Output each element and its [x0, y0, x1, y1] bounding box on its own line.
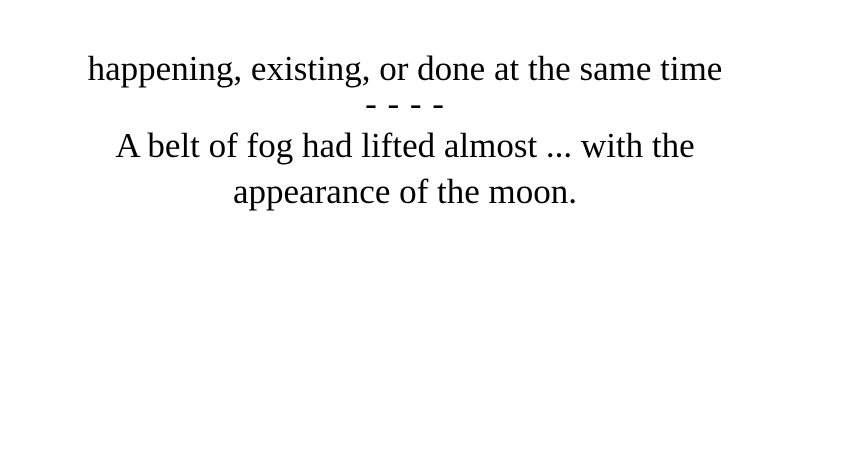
example-sentence: A belt of fog had lifted almost ... with the appearance of the moon.: [115, 126, 695, 211]
flashcard: [0, 0, 810, 215]
separator: - - - -: [365, 84, 445, 123]
definition-text: happening, existing, or done at the same time: [87, 49, 723, 88]
